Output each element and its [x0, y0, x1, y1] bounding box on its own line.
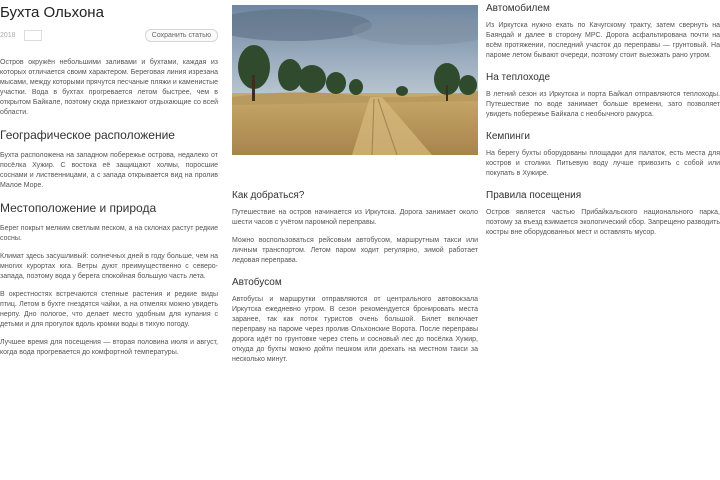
ship-paragraph: В летний сезон из Иркутска и порта Байкал отправляются теплоходы. Путешествие по воде занимает больше времени, зато позволяет увидеть побережье Байкала с необычного ракурса. — [486, 91, 720, 118]
meta-badge — [24, 30, 42, 41]
heading-camping: Кемпинги — [486, 131, 531, 142]
how-paragraph-1: Путешествие на остров начинается из Иркутска. Дорога занимает около шести часов с учётом паромной переправы. — [232, 209, 478, 226]
how-paragraph-2: Можно воспользоваться рейсовым автобусом, маршрутным такси или личным транспортом. Летом паром ходит регулярно, зимой работает ледовая переправа. — [232, 237, 478, 264]
nature-paragraph-4: Лучшее время для посещения — вторая половина июля и август, когда вода прогревается до комфортной температуры. — [0, 339, 218, 356]
heading-bus: Автобусом — [232, 277, 282, 288]
rules-paragraph: Остров является частью Прибайкальского национального парка, поэтому за въезд взимается экологический сбор. Запрещено разводить костры вне оборудованных мест и оставлять мусор. — [486, 209, 720, 236]
article-column-middle — [232, 0, 478, 480]
camping-paragraph: На берегу бухты оборудованы площадки для палаток, есть места для костров и столики. Питьевую воду лучше привозить с собой или покупать в Хужире. — [486, 150, 720, 177]
heading-how: Как добраться? — [232, 190, 305, 201]
heading-car: Автомобилем — [486, 3, 550, 14]
landscape-photo — [232, 5, 478, 155]
article-column-left — [0, 0, 218, 480]
nature-paragraph-1: Берег покрыт мелким светлым песком, а на склонах растут редкие сосны. — [0, 225, 218, 242]
intro-paragraph: Остров окружён небольшими заливами и бухтами, каждая из которых отличается своим характером. Береговая линия изрезана мысами, между которыми прячутся песчаные пляжи и каменистые участки. Вода в бухтах прогревается летом быстрее, чем в открытом Байкале, поэтому сюда приезжают отдыхающие со всей области. — [0, 59, 218, 116]
bus-paragraph: Автобусы и маршрутки отправляются от центрального автовокзала Иркутска ежедневно утром. В сезон рекомендуется бронировать места заранее, так как поток туристов очень большой. Билет включает переправу на пароме через пролив Ольхонские Ворота. После переправы дорога идёт по грунтовке через степь и сосновый лес до посёлка Хужир, откуда до бухты можно дойти пешком или доехать на местном такси за несколько минут. — [232, 296, 478, 363]
nature-paragraph-2: Климат здесь засушливый: солнечных дней в году больше, чем на многих курортах юга. Ветры дуют преимущественно с северо-запада, поэтому вода у берега спокойная большую часть лета. — [0, 253, 218, 280]
heading-nature: Местоположение и природа — [0, 201, 157, 215]
heading-ship: На теплоходе — [486, 72, 551, 83]
article-column-right — [486, 0, 720, 480]
save-article-button[interactable]: Сохранить статью — [145, 29, 218, 42]
car-paragraph: Из Иркутска нужно ехать по Качугскому тракту, затем свернуть на Баяндай и далее в сторону МРС. Дорога асфальтирована почти на всём протяжении, последний участок до переправы — грунтовый. На пароме летом бывают очереди, поэтому стоит выезжать рано утром. — [486, 22, 720, 59]
geo-paragraph: Бухта расположена на западном побережье острова, недалеко от посёлка Хужир. С востока её защищают холмы, поросшие соснами и лиственницами, а с запада открывается вид на пролив Малое Море. — [0, 152, 218, 189]
page-title: Бухта Ольхона — [0, 4, 104, 21]
meta-date: 2018 — [0, 31, 16, 39]
heading-rules: Правила посещения — [486, 190, 582, 201]
heading-geo: Географическое расположение — [0, 128, 175, 142]
article-meta — [0, 28, 218, 42]
nature-paragraph-3: В окрестностях встречаются степные растения и редкие виды птиц. Летом в бухте гнездятся чайки, а на отмелях можно увидеть нерпу. Дно пологое, что делает место удобным для купания с детьми и для прогулок вдоль кромки воды в тихую погоду. — [0, 291, 218, 328]
